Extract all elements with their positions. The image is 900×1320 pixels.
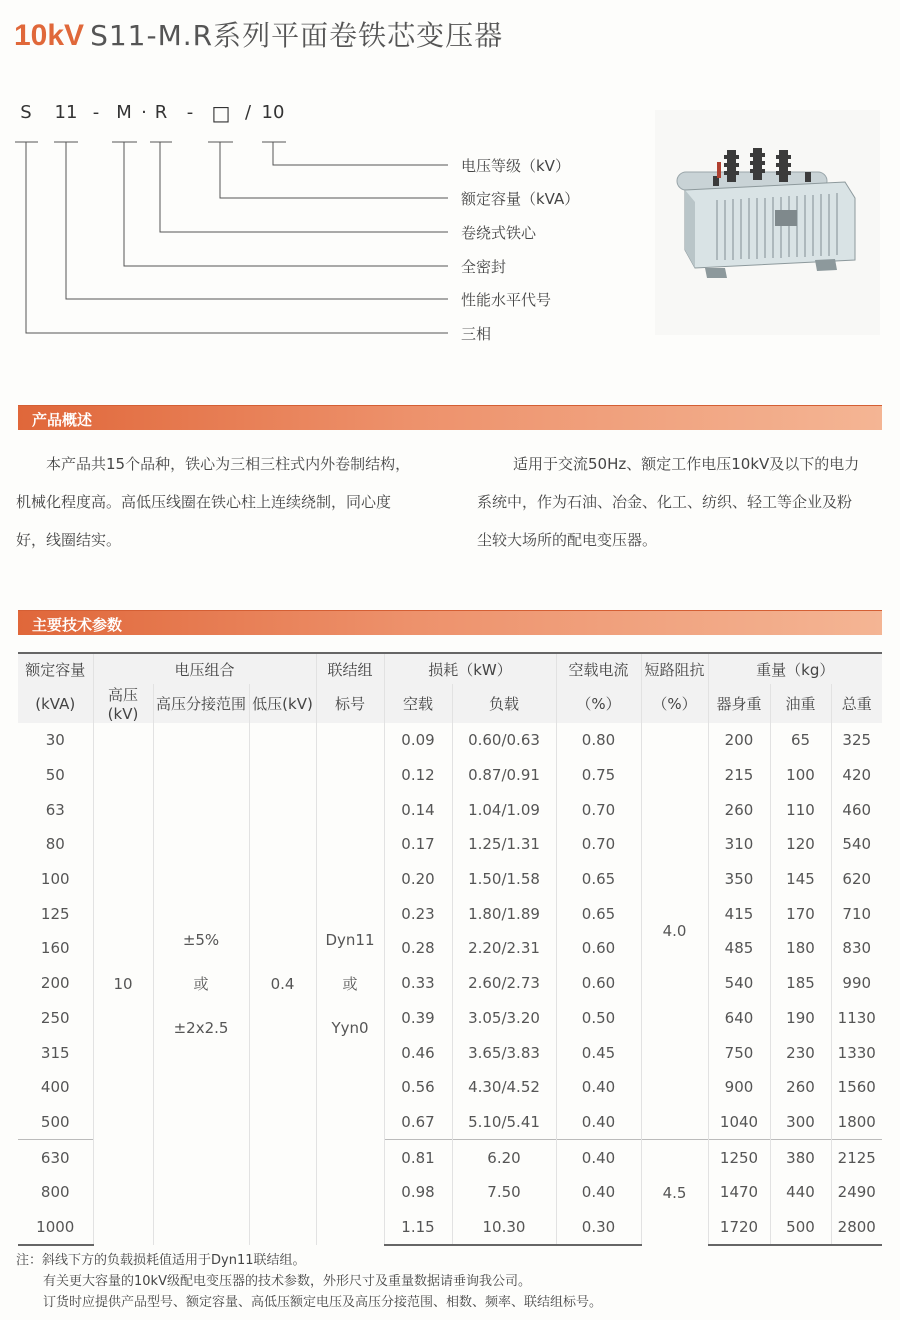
cell-total-weight: 2125	[831, 1140, 882, 1175]
cell-total-weight: 990	[842, 974, 872, 993]
cell-oil-weight: 260	[770, 1070, 831, 1105]
cell-total-weight: 620	[842, 870, 872, 889]
header-connection-sub: 标号	[316, 684, 384, 723]
cell-no-load-current: 0.45	[556, 1035, 641, 1070]
cell-total-weight: 2800	[831, 1210, 882, 1246]
cell-no-load-loss: 0.46	[384, 1035, 452, 1070]
title-product: S11-M.R系列平面卷铁芯变压器	[90, 19, 504, 52]
cell-oil-weight: 300	[770, 1105, 831, 1140]
overview-left-line: 好，线圈结实。	[16, 531, 122, 549]
note-line: 注：斜线下方的负载损耗值适用于Dyn11联结组。	[16, 1253, 306, 1268]
cell-no-load-loss: 0.12	[384, 758, 452, 793]
cell-oil-weight: 110	[770, 792, 831, 827]
cell-no-load-current: 0.40	[556, 1175, 641, 1210]
cell-load-loss: 3.65/3.83	[452, 1035, 556, 1070]
overview-right-line: 系统中，作为石油、冶金、化工、纺织、轻工等企业及粉	[477, 493, 853, 511]
section-bar-overview	[18, 405, 882, 430]
cell-load-loss: 3.05/3.20	[452, 1001, 556, 1036]
cell-total-weight: 540	[842, 835, 872, 854]
cell-tap-range	[153, 723, 249, 1245]
header-load-loss: 负载	[452, 684, 556, 723]
cell-no-load-loss: 0.20	[384, 862, 452, 897]
cell-oil-weight: 380	[770, 1140, 831, 1175]
cell-impedance: 4.0	[641, 723, 708, 1140]
header-oil-weight: 油重	[770, 684, 831, 723]
cell-no-load-loss: 1.15	[384, 1210, 452, 1246]
overview-left-line: 本产品共15个品种，铁心为三相三柱式内外卷制结构，	[46, 455, 411, 473]
cell-no-load-loss: 0.56	[384, 1070, 452, 1105]
cell-oil-weight: 100	[770, 758, 831, 793]
overview-right-line: 尘较大场所的配电变压器。	[477, 531, 658, 549]
cell-body-weight: 215	[708, 758, 770, 793]
cell-body-weight: 485	[708, 931, 770, 966]
cell-body-weight: 200	[708, 723, 770, 758]
cell-body-weight: 350	[708, 862, 770, 897]
cell-oil-weight: 65	[770, 723, 831, 758]
cell-capacity: 160	[18, 931, 93, 966]
cell-oil-weight: 145	[770, 862, 831, 897]
label-fully-sealed: 全密封	[461, 258, 507, 276]
cell-no-load-current: 0.80	[556, 723, 641, 758]
note-line: 订货时应提供产品型号、额定容量、高低压额定电压及高压分接范围、相数、频率、联结组标号。	[43, 1295, 603, 1310]
cell-no-load-loss: 0.33	[384, 966, 452, 1001]
cell-oil-weight: 185	[770, 966, 831, 1001]
table-row	[18, 723, 882, 758]
header-no-load-current: 空载电流	[556, 653, 641, 684]
code-part-10: 10	[261, 102, 285, 123]
header-voltage-group: 电压组合	[93, 653, 316, 684]
cell-capacity: 400	[18, 1070, 93, 1105]
header-capacity-unit: (kVA)	[18, 684, 93, 723]
cell-body-weight: 260	[708, 792, 770, 827]
code-part-m: M	[116, 102, 132, 123]
cell-capacity: 1000	[18, 1210, 93, 1246]
cell-capacity: 800	[18, 1175, 93, 1210]
cell-no-load-loss: 0.09	[384, 723, 452, 758]
cell-body-weight: 415	[708, 896, 770, 931]
cell-total-weight: 2490	[837, 1183, 876, 1202]
header-total-weight: 总重	[831, 684, 882, 723]
cell-capacity: 315	[18, 1035, 93, 1070]
cell-capacity: 63	[18, 792, 93, 827]
cell-connection-line: 或	[342, 975, 358, 994]
cell-total-weight: 710	[842, 904, 872, 923]
cell-oil-weight: 500	[770, 1210, 831, 1246]
code-part-11: 11	[54, 102, 78, 123]
cell-connection-line: Dyn11	[325, 931, 375, 950]
header-capacity: 额定容量	[18, 653, 93, 684]
overview-application	[477, 445, 887, 559]
header-tap-range: 高压分接范围	[153, 684, 249, 723]
cell-total-weight: 420	[842, 766, 872, 785]
label-wound-core: 卷绕式铁心	[461, 224, 537, 242]
section-bar-specs	[18, 610, 882, 635]
cell-connection-line: Yyn0	[331, 1019, 369, 1038]
cell-connection	[316, 723, 384, 1245]
note-line: 有关更大容量的10kV级配电变压器的技术参数，外形尺寸及重量数据请垂询我公司。	[43, 1274, 531, 1289]
header-lv: 低压(kV)	[249, 684, 316, 723]
cell-no-load-loss: 0.17	[384, 827, 452, 862]
cell-no-load-current: 0.50	[556, 1001, 641, 1036]
cell-no-load-current: 0.70	[556, 827, 641, 862]
cell-body-weight: 640	[708, 1001, 770, 1036]
transformer-image	[655, 110, 880, 335]
overview-right-line: 适用于交流50Hz、额定工作电压10kV及以下的电力	[513, 455, 860, 473]
cell-load-loss: 2.20/2.31	[452, 931, 556, 966]
cell-body-weight: 1720	[708, 1210, 770, 1246]
cell-no-load-loss: 0.67	[384, 1105, 452, 1140]
cell-load-loss: 1.50/1.58	[452, 862, 556, 897]
spec-table	[18, 652, 882, 1246]
cell-no-load-loss: 0.39	[384, 1001, 452, 1036]
code-part-r: R	[154, 102, 168, 123]
cell-load-loss: 0.60/0.63	[452, 723, 556, 758]
cell-body-weight: 1040	[708, 1105, 770, 1140]
cell-capacity: 630	[18, 1140, 93, 1175]
overview-left-line: 机械化程度高。高低压线圈在铁心柱上连续绕制，同心度	[16, 493, 392, 511]
cell-oil-weight: 440	[770, 1175, 831, 1210]
cell-total-weight: 1800	[837, 1112, 876, 1131]
overview-description	[16, 445, 446, 559]
cell-capacity: 30	[18, 723, 93, 758]
cell-capacity: 250	[18, 1001, 93, 1036]
cell-tap-range-line: ±5%	[182, 931, 220, 950]
model-code-leader-lines	[0, 0, 460, 345]
cell-oil-weight: 170	[770, 896, 831, 931]
cell-capacity: 500	[18, 1105, 93, 1140]
cell-capacity: 80	[18, 827, 93, 862]
cell-no-load-current: 0.65	[556, 896, 641, 931]
cell-total-weight: 460	[842, 800, 872, 819]
cell-no-load-current: 0.70	[556, 792, 641, 827]
cell-oil-weight: 190	[770, 1001, 831, 1036]
footnotes	[16, 1250, 602, 1313]
cell-no-load-current: 0.65	[556, 862, 641, 897]
cell-load-loss: 2.60/2.73	[452, 966, 556, 1001]
title-voltage: 10kV	[14, 19, 85, 52]
cell-no-load-current: 0.40	[556, 1105, 641, 1140]
cell-body-weight: 310	[708, 827, 770, 862]
header-weight: 重量（kg）	[708, 653, 882, 684]
cell-capacity: 125	[18, 896, 93, 931]
code-part-dot: ·	[141, 102, 147, 123]
cell-hv: 10	[93, 723, 153, 1245]
cell-body-weight: 540	[708, 966, 770, 1001]
header-body-weight: 器身重	[708, 684, 770, 723]
cell-no-load-loss: 0.28	[384, 931, 452, 966]
cell-body-weight: 750	[708, 1035, 770, 1070]
cell-load-loss: 6.20	[452, 1140, 556, 1175]
code-part-capacity-box: □	[211, 101, 231, 125]
cell-lv: 0.4	[249, 723, 316, 1245]
code-part-dash: -	[186, 102, 194, 123]
cell-capacity: 100	[18, 862, 93, 897]
cell-load-loss: 1.80/1.89	[452, 896, 556, 931]
section-title-specs: 主要技术参数	[32, 616, 123, 634]
section-title-overview: 产品概述	[32, 411, 93, 429]
cell-capacity: 50	[18, 758, 93, 793]
cell-no-load-loss: 0.14	[384, 792, 452, 827]
cell-no-load-loss: 0.23	[384, 896, 452, 931]
cell-total-weight: 1330	[837, 1043, 876, 1062]
code-part-dash: -	[92, 102, 100, 123]
cell-total-weight: 325	[842, 731, 872, 750]
header-no-load-loss: 空载	[384, 684, 452, 723]
cell-tap-range-line: ±2x2.5	[173, 1019, 229, 1038]
cell-body-weight: 1250	[708, 1140, 770, 1175]
cell-no-load-current: 0.40	[556, 1140, 641, 1175]
label-performance-code: 性能水平代号	[461, 291, 552, 309]
cell-load-loss: 5.10/5.41	[452, 1105, 556, 1140]
header-impedance: 短路阻抗	[641, 653, 708, 684]
label-three-phase: 三相	[461, 325, 492, 343]
cell-no-load-current: 0.30	[556, 1210, 641, 1246]
cell-load-loss: 0.87/0.91	[452, 758, 556, 793]
cell-no-load-loss: 0.98	[384, 1175, 452, 1210]
cell-no-load-loss: 0.81	[384, 1140, 452, 1175]
header-impedance-unit: （%）	[641, 684, 708, 723]
cell-oil-weight: 180	[770, 931, 831, 966]
cell-oil-weight: 230	[770, 1035, 831, 1070]
cell-no-load-current: 0.60	[556, 966, 641, 1001]
cell-no-load-current: 0.40	[556, 1070, 641, 1105]
code-part-s: S	[20, 102, 32, 123]
cell-no-load-current: 0.75	[556, 758, 641, 793]
cell-total-weight: 1130	[837, 1008, 876, 1027]
header-connection: 联结组	[316, 653, 384, 684]
cell-total-weight: 1560	[837, 1078, 876, 1097]
header-loss: 损耗（kW）	[384, 653, 556, 684]
header-hv: 高压(kV)	[93, 684, 153, 723]
code-part-slash: /	[244, 102, 252, 123]
cell-tap-range-line: 或	[193, 975, 209, 994]
cell-body-weight: 900	[708, 1070, 770, 1105]
cell-total-weight: 830	[842, 939, 872, 958]
label-voltage-class: 电压等级（kV）	[461, 157, 570, 175]
cell-load-loss: 7.50	[452, 1175, 556, 1210]
header-no-load-current-unit: （%）	[556, 684, 641, 723]
label-rated-capacity: 额定容量（kVA）	[461, 190, 580, 208]
cell-capacity: 200	[18, 966, 93, 1001]
cell-oil-weight: 120	[770, 827, 831, 862]
cell-load-loss: 1.04/1.09	[452, 792, 556, 827]
cell-load-loss: 4.30/4.52	[452, 1070, 556, 1105]
cell-load-loss: 10.30	[452, 1210, 556, 1246]
cell-impedance: 4.5	[641, 1140, 708, 1246]
cell-load-loss: 1.25/1.31	[452, 827, 556, 862]
cell-body-weight: 1470	[708, 1175, 770, 1210]
cell-no-load-current: 0.60	[556, 931, 641, 966]
